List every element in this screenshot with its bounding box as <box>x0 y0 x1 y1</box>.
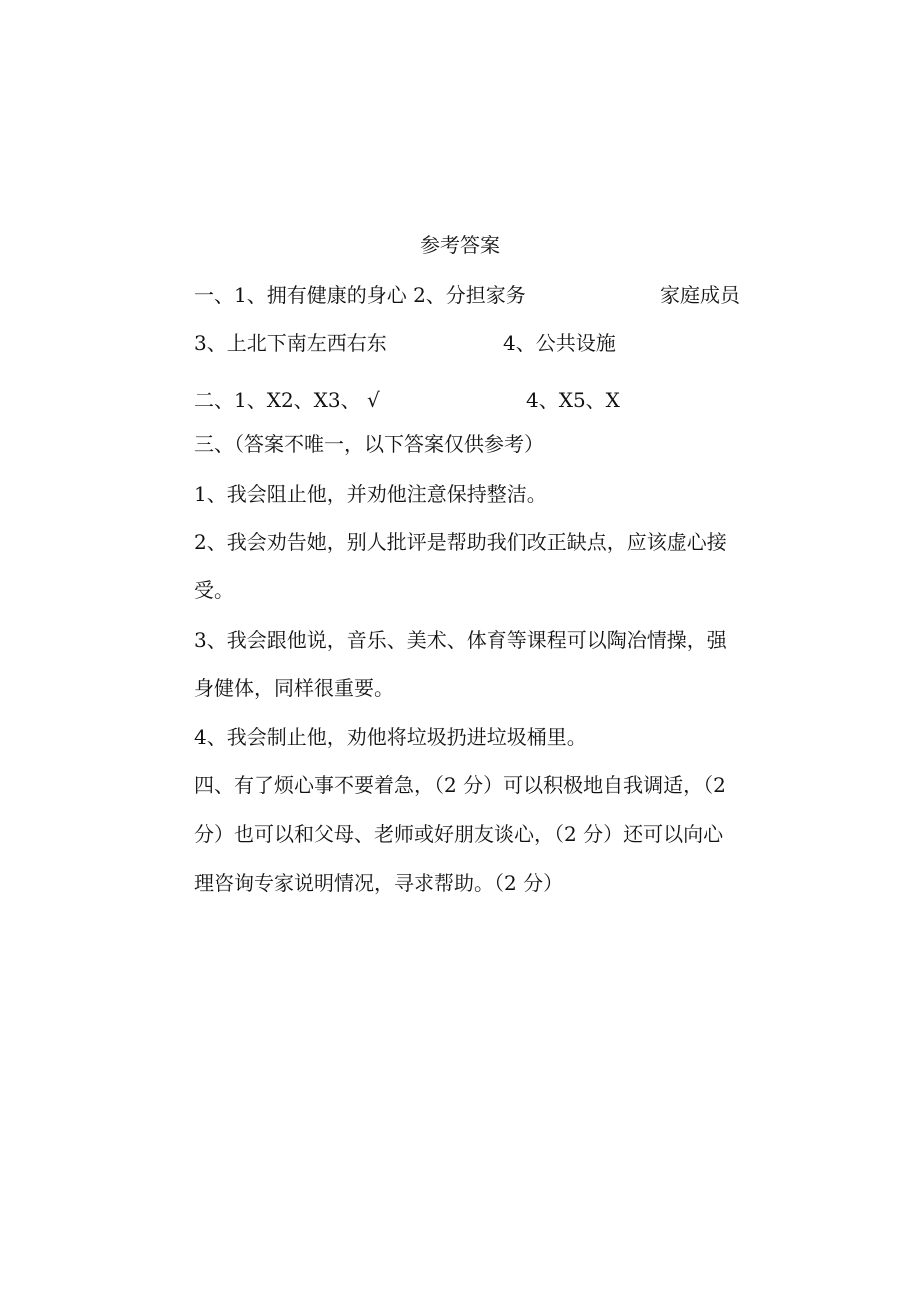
section3-item3-line2: 身健体，同样很重要。 <box>194 676 394 700</box>
section2-part2: 4、X5、X <box>526 388 620 412</box>
section3-header: 三、（答案不唯一，以下答案仅供参考） <box>194 432 544 456</box>
section1-line1-part2: 家庭成员 <box>660 283 740 307</box>
section4-line3: 理咨询专家说明情况，寻求帮助。（2 分） <box>194 871 564 895</box>
section4-line2: 分）也可以和父母、老师或好朋友谈心，（2 分）还可以向心 <box>194 822 724 846</box>
section3-item2-line2: 受。 <box>194 578 234 602</box>
section2-part1: 二、1、X2、X3、 √ <box>194 388 380 412</box>
section1-line2-part2: 4、公共设施 <box>503 331 616 355</box>
section1-line2-part1: 3、上北下南左西右东 <box>194 331 387 355</box>
section4-line1: 四、有了烦心事不要着急，（2 分）可以积极地自我调适，（2 <box>194 773 726 797</box>
section1-line1-part1: 一、1、拥有健康的身心 2、分担家务 <box>194 283 526 307</box>
section3-item2-line1: 2、我会劝告她，别人批评是帮助我们改正缺点，应该虚心接 <box>194 530 727 554</box>
section3-item4: 4、我会制止他，劝他将垃圾扔进垃圾桶里。 <box>194 725 587 749</box>
section3-item3-line1: 3、我会跟他说，音乐、美术、体育等课程可以陶冶情操，强 <box>194 628 727 652</box>
page-title: 参考答案 <box>420 233 500 257</box>
section3-item1: 1、我会阻止他，并劝他注意保持整洁。 <box>194 482 547 506</box>
